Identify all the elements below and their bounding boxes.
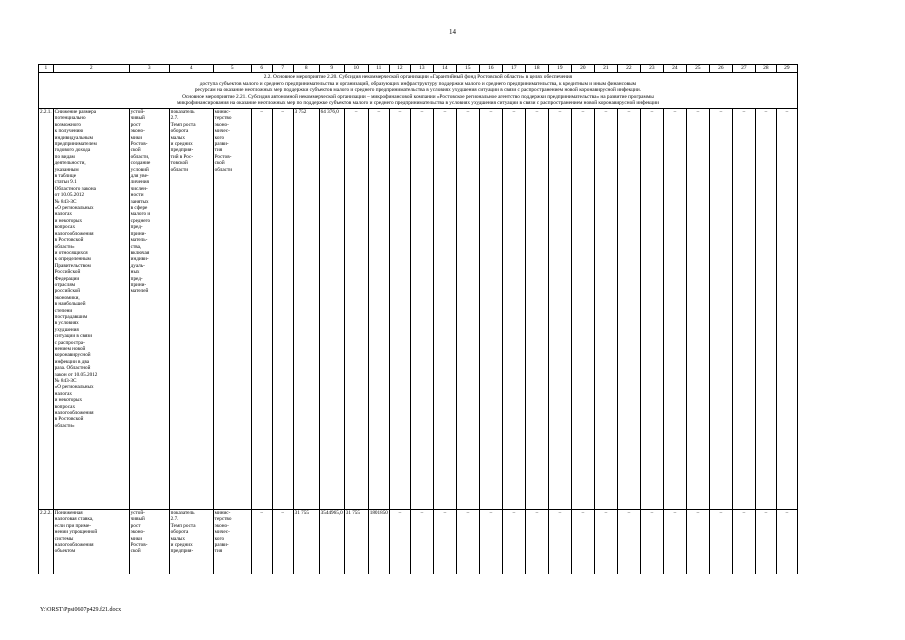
- value-cell: –: [479, 108, 502, 509]
- value-cell: –: [709, 108, 732, 509]
- column-number: 13: [410, 65, 433, 73]
- column-number: 11: [368, 65, 389, 73]
- value-cell: –: [389, 108, 410, 509]
- value-cell: 64 376,0: [319, 108, 344, 509]
- column-number: 26: [709, 65, 732, 73]
- column-number: 14: [433, 65, 456, 73]
- banner-line-4: Основное мероприятие 2.21. Субсидия автономной некоммерческой организации – микрофинансовой компании «Ростовское региональное агентство поддержки предпринимательства» на развитие программы: [182, 93, 654, 100]
- column-number: 21: [594, 65, 617, 73]
- value-cell: –: [272, 108, 293, 509]
- value-cell: –: [502, 108, 525, 509]
- value-cell: –: [640, 509, 663, 574]
- column-number: 9: [319, 65, 344, 73]
- value-cell: 3 752: [293, 108, 319, 509]
- column-number: 23: [640, 65, 663, 73]
- row-number: 2.2.2.: [39, 509, 54, 574]
- value-cell: –: [479, 509, 502, 574]
- value-cell: –: [732, 108, 755, 509]
- value-cell: –: [617, 509, 640, 574]
- column-number: 2: [53, 65, 129, 73]
- table-row: [39, 509, 798, 574]
- banner-line-2: доступа субъектов малого и среднего предпринимательства и организаций, образующих инфраструктуру поддержки малого и среднего предпринимательства, к кредитным и иным финансовым: [199, 80, 637, 87]
- value-cell: 3544965,0: [319, 509, 344, 574]
- column-number: 12: [389, 65, 410, 73]
- column-number: 27: [732, 65, 755, 73]
- measure-curator: минис- терство эконо- мичес- кого разви- тия Ростов- ской области: [213, 108, 251, 509]
- section-banner: [39, 73, 798, 109]
- value-cell: –: [251, 509, 272, 574]
- value-cell: –: [709, 509, 732, 574]
- value-cell: 1801850: [368, 509, 389, 574]
- value-cell: –: [776, 509, 797, 574]
- banner-line-1: 2.2. Основное мероприятие 2.20. Субсидия некоммерческой организации «Гарантийный фонд Ростовской области» в целях обеспечения: [263, 74, 573, 80]
- measure-curator: минис- терство эконо- мичес- кого разви- тия: [213, 509, 251, 574]
- column-number: 6: [251, 65, 272, 73]
- value-cell: –: [525, 509, 548, 574]
- column-number: 10: [344, 65, 368, 73]
- value-cell: –: [410, 509, 433, 574]
- value-cell: –: [548, 108, 571, 509]
- value-cell: –: [640, 108, 663, 509]
- file-path-footer: Y:\ORST\Ppsi0607p429.f21.docx: [40, 607, 122, 613]
- measure-name: Пониженная налоговая ставка, если при приме- нении упрощенной системы налогообложения объектом: [53, 509, 129, 574]
- column-number: 20: [571, 65, 594, 73]
- column-number: 18: [525, 65, 548, 73]
- measure-indicator: показатель 2.7. Темп роста оборота малых и средних предприя-: [169, 509, 213, 574]
- value-cell: –: [686, 509, 709, 574]
- value-cell: 31 755: [293, 509, 319, 574]
- column-number: 22: [617, 65, 640, 73]
- value-cell: –: [663, 509, 686, 574]
- program-table: [38, 64, 798, 574]
- value-cell: –: [433, 509, 456, 574]
- column-number: 8: [293, 65, 319, 73]
- column-numbers-row: [39, 65, 798, 73]
- measure-goal: устой- чивый рост эконо- мики Ростов- ской области, создание условий для уве- личения числен- ности занятых в сфере малого и среднего пред- прини- матель- ства, включая индиви- дуаль- ных пред- прини- мателей: [129, 108, 169, 509]
- value-cell: –: [456, 108, 479, 509]
- value-cell: –: [571, 108, 594, 509]
- value-cell: –: [502, 509, 525, 574]
- value-cell: –: [571, 509, 594, 574]
- value-cell: –: [686, 108, 709, 509]
- value-cell: –: [755, 509, 776, 574]
- column-number: 24: [663, 65, 686, 73]
- column-number: 5: [213, 65, 251, 73]
- column-number: 17: [502, 65, 525, 73]
- column-number: 19: [548, 65, 571, 73]
- value-cell: –: [433, 108, 456, 509]
- value-cell: –: [251, 108, 272, 509]
- banner-line-3: ресурсам на оказание неотложных мер поддержки субъектов малого и среднего предпринимательства в условиях ухудшения ситуации в связи с распространением новой коронавирусной инфекции.: [194, 87, 642, 94]
- column-number: 25: [686, 65, 709, 73]
- value-cell: –: [776, 108, 797, 509]
- value-cell: –: [732, 509, 755, 574]
- value-cell: –: [663, 108, 686, 509]
- measure-indicator: показатель 2.7. Темп роста оборота малых и средних предприя- тий в Рос- товской области: [169, 108, 213, 509]
- value-cell: 31 755: [344, 509, 368, 574]
- column-number: 16: [479, 65, 502, 73]
- column-number: 3: [129, 65, 169, 73]
- row-number: 2.2.1.: [39, 108, 54, 509]
- value-cell: –: [594, 509, 617, 574]
- value-cell: –: [617, 108, 640, 509]
- value-cell: –: [755, 108, 776, 509]
- value-cell: –: [548, 509, 571, 574]
- value-cell: –: [456, 509, 479, 574]
- value-cell: –: [410, 108, 433, 509]
- banner-line-5: микрофинансирования на оказание неотложных мер по поддержке субъектов малого и среднего предпринимательства в условиях ухудшения ситуации в связи с распространением новой коронавирусной инфекции: [176, 100, 659, 107]
- value-cell: –: [368, 108, 389, 509]
- column-number: 29: [776, 65, 797, 73]
- column-number: 4: [169, 65, 213, 73]
- page-number: 14: [449, 28, 456, 36]
- column-number: 1: [39, 65, 54, 73]
- column-number: 15: [456, 65, 479, 73]
- column-number: 7: [272, 65, 293, 73]
- value-cell: –: [389, 509, 410, 574]
- value-cell: –: [344, 108, 368, 509]
- table-row: [39, 108, 798, 509]
- measure-goal: устой- чивый рост эконо- мики Ростов- ской: [129, 509, 169, 574]
- measure-name: Снижение размера потенциально возможного к получению индивидуальным предпринимателем годового дохода по видам деятельности, указанным в таблице статьи 9.1 Областного закона от 10.05.2012 № 843-ЗС «О региональных налогах и некоторых вопросах налогообложения в Ростовской области» и относящихся к определенным Правительством Российской Федерации отраслям российской экономики, в наибольшей степени пострадавшим в условиях ухудшения ситуации в связи с распростра- нением новой коронавирусной инфекции в два раза. Областной закон от 10.05.2012 № 843-ЗС «О региональных налогах и некоторых вопросах налогообложения в Ростовской области»: [53, 108, 129, 509]
- value-cell: –: [594, 108, 617, 509]
- value-cell: –: [525, 108, 548, 509]
- value-cell: –: [272, 509, 293, 574]
- column-number: 28: [755, 65, 776, 73]
